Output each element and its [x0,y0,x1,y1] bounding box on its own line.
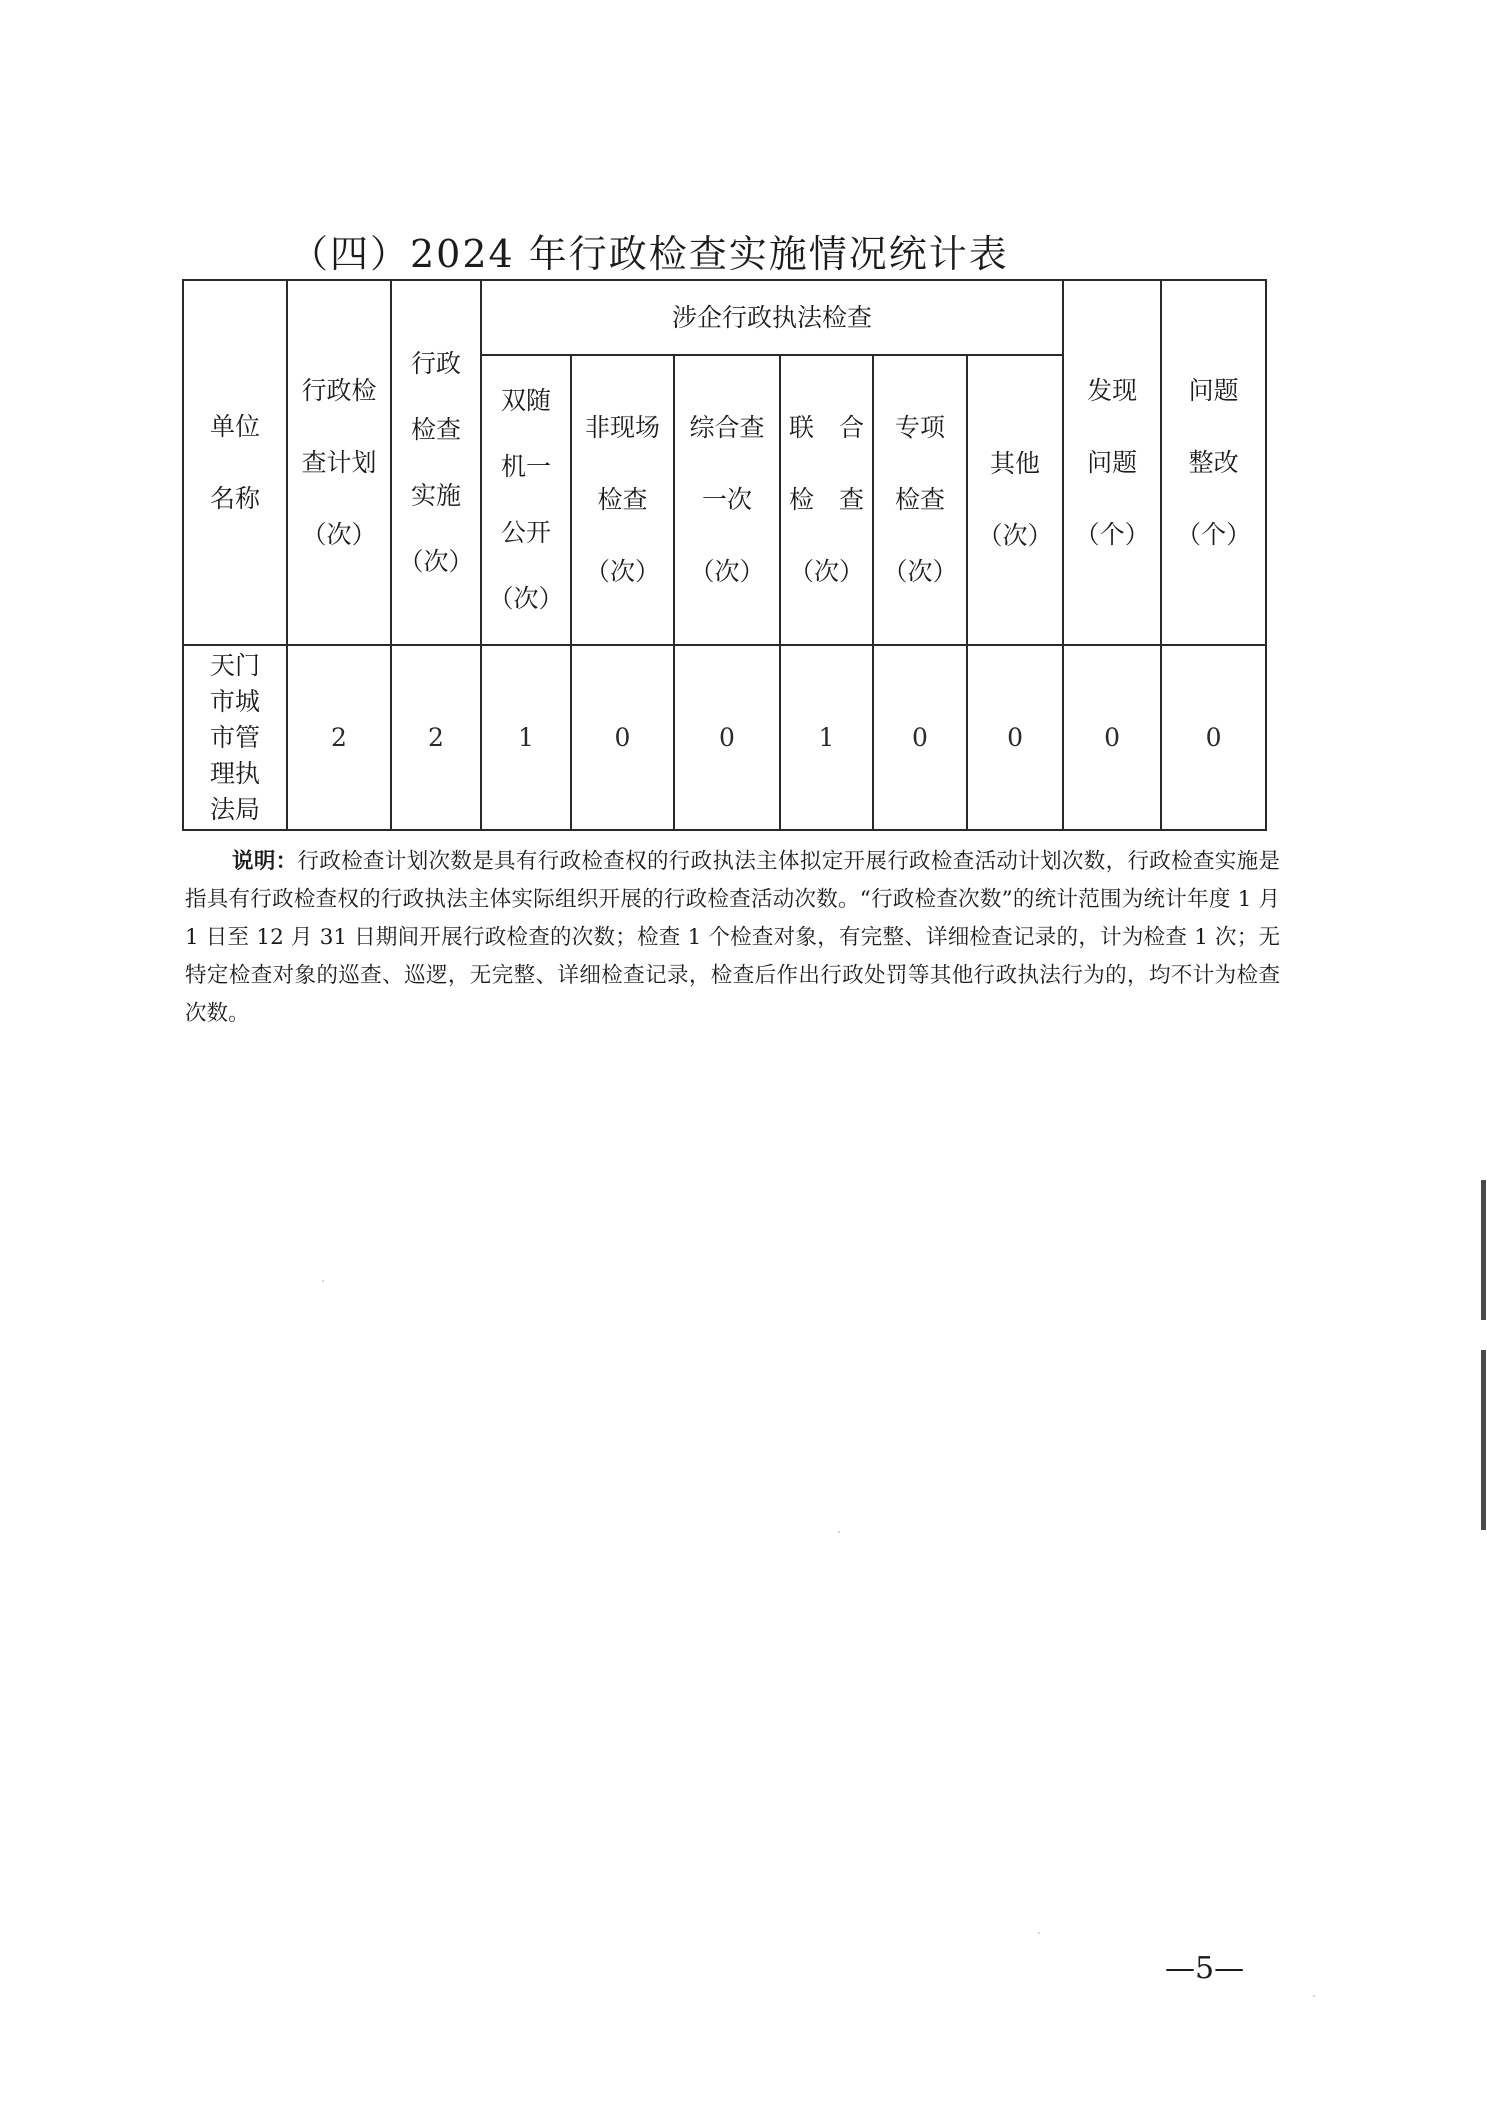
table-row [183,645,1266,830]
header-other: 其他 （次） [967,355,1063,645]
scan-edge-mark [1481,1350,1486,1530]
header-comprehensive: 综合查 一次 （次） [674,355,780,645]
cell-found-problems: 0 [1063,645,1161,830]
cell-implement: 2 [391,645,481,830]
cell-plan: 2 [287,645,391,830]
table-note [185,843,1280,1033]
inspection-stats-table [182,279,1267,831]
header-plan: 行政检 查计划 （次） [287,280,391,645]
page-number: —5— [1165,1951,1245,1986]
header-rectify: 问题 整改 （个） [1161,280,1266,645]
header-enterprise-group: 涉企行政执法检查 [481,280,1063,355]
header-random: 双随 机一 公开 （次） [481,355,571,645]
scan-edge-mark [1481,1180,1486,1320]
header-found-problems: 发现 问题 （个） [1063,280,1161,645]
scan-speck [322,1280,324,1282]
note-lead: 说明： [232,849,298,874]
cell-other: 0 [967,645,1063,830]
cell-offsite: 0 [571,645,674,830]
header-joint: 联 合 检 查 （次） [780,355,873,645]
cell-unit-name: 天门 市城 市管 理执 法局 [183,645,287,830]
header-offsite: 非现场 检查 （次） [571,355,674,645]
cell-random: 1 [481,645,571,830]
header-unit-name: 单位 名称 [183,280,287,645]
cell-special: 0 [873,645,967,830]
scan-speck [838,1531,840,1533]
note-text: 行政检查计划次数是具有行政检查权的行政执法主体拟定开展行政检查活动计划次数，行政检查实施是指具有行政检查权的行政执法主体实际组织开展的行政检查活动次数。“行政检查次数”的统计范围为统计年度 1 月 1 日至 12 月 31 日期间开展行政检查的次数；检查 1 个检查对象，有完整、详细检查记录的，计为检查 1 次；无特定检查对象的巡查、巡逻，无完整、详细检查记录，检查后作出行政处罚等其他行政执法行为的，均不计为检查次数。 [185,849,1280,1026]
scan-speck [1038,1932,1040,1934]
scan-speck [1313,1995,1315,1997]
header-implement: 行政 检查 实施 （次） [391,280,481,645]
cell-joint: 1 [780,645,873,830]
table-title: （四）2024 年行政检查实施情况统计表 [290,232,1009,276]
cell-comprehensive: 0 [674,645,780,830]
header-special: 专项 检查 （次） [873,355,967,645]
cell-rectify: 0 [1161,645,1266,830]
